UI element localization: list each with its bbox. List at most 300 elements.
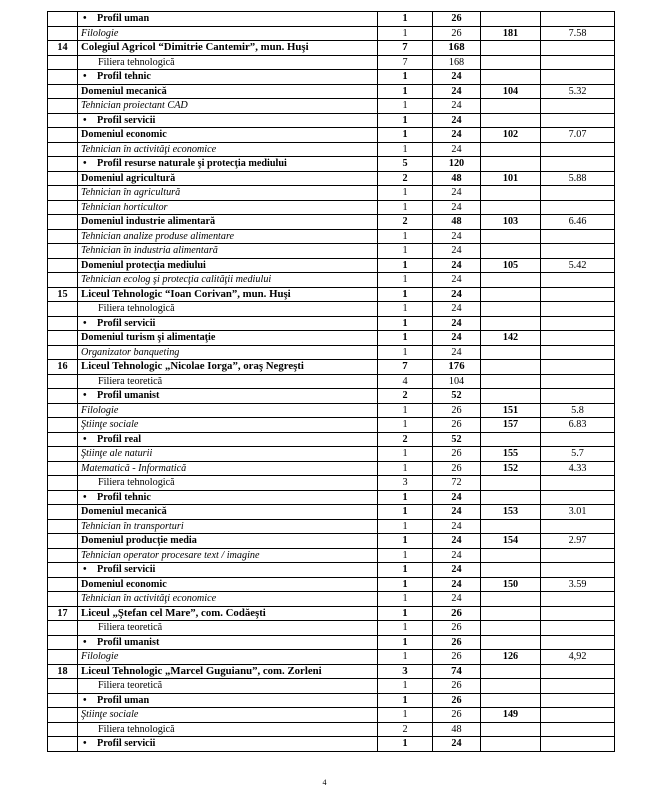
class-count-text: 3 xyxy=(402,477,408,488)
admission-grade xyxy=(541,505,615,520)
specialization-code xyxy=(481,345,541,360)
admission-grade xyxy=(541,26,615,41)
class-count-text: 1 xyxy=(402,332,408,343)
admission-grade xyxy=(541,621,615,636)
specialization-code xyxy=(481,186,541,201)
specialization-code-text: 102 xyxy=(502,129,519,140)
class-count-text: 1 xyxy=(402,622,408,633)
class-count xyxy=(378,41,433,56)
row-name-text: Tehnician în activităţi economice xyxy=(81,143,217,155)
row-number-text: 17 xyxy=(57,607,68,619)
class-count xyxy=(378,577,433,592)
class-count xyxy=(378,171,433,186)
student-count-text: 24 xyxy=(451,303,462,314)
row-number xyxy=(48,229,78,244)
student-count xyxy=(433,360,481,375)
row-number xyxy=(48,563,78,578)
bullet-icon: • xyxy=(83,694,87,706)
class-count-text: 1 xyxy=(402,287,408,300)
student-count xyxy=(433,519,481,534)
row-name-text: Profil tehnic xyxy=(97,491,151,503)
table-row xyxy=(48,490,615,505)
row-number xyxy=(48,215,78,230)
class-count xyxy=(378,316,433,331)
student-count xyxy=(433,679,481,694)
table-row xyxy=(48,302,615,317)
specialization-code-text: 105 xyxy=(502,259,519,271)
admission-grade xyxy=(541,519,615,534)
class-count-text: 1 xyxy=(402,85,408,97)
row-number xyxy=(48,534,78,549)
specialization-code-text: 150 xyxy=(502,578,519,590)
bullet-icon: • xyxy=(83,738,87,749)
row-name-text: Profil servicii xyxy=(97,564,156,575)
row-number xyxy=(48,403,78,418)
specialization-code-text: 154 xyxy=(502,535,519,546)
student-count xyxy=(433,664,481,679)
class-count-text: 1 xyxy=(402,13,408,24)
admission-grade xyxy=(541,737,615,752)
class-count-text: 1 xyxy=(402,694,408,706)
student-count-text: 52 xyxy=(451,433,462,445)
class-count xyxy=(378,331,433,346)
row-name xyxy=(78,244,378,259)
class-count xyxy=(378,563,433,578)
student-count xyxy=(433,447,481,462)
admission-grade xyxy=(541,360,615,375)
class-count-text: 7 xyxy=(402,56,408,68)
student-count-text: 24 xyxy=(451,129,462,140)
row-name-text: Filiera teoretică xyxy=(98,622,163,633)
student-count-text: 24 xyxy=(451,535,462,546)
admission-grade xyxy=(541,374,615,389)
student-count-text: 52 xyxy=(451,390,462,401)
row-name xyxy=(78,447,378,462)
admission-grade xyxy=(541,563,615,578)
student-count xyxy=(433,244,481,259)
class-count xyxy=(378,606,433,621)
student-count xyxy=(433,70,481,85)
student-count xyxy=(433,606,481,621)
table-row xyxy=(48,229,615,244)
row-name-text: Domeniul protecţia mediului xyxy=(81,259,206,271)
student-count-text: 26 xyxy=(451,636,462,648)
specialization-code xyxy=(481,447,541,462)
row-name xyxy=(78,490,378,505)
class-count-text: 1 xyxy=(402,71,408,82)
admission-grade xyxy=(541,142,615,157)
student-count-text: 74 xyxy=(451,664,462,677)
student-count xyxy=(433,84,481,99)
table-row xyxy=(48,316,615,331)
row-name-text: Filiera tehnologică xyxy=(98,56,175,68)
class-count-text: 1 xyxy=(402,303,408,314)
specialization-code xyxy=(481,331,541,346)
student-count xyxy=(433,635,481,650)
student-count-text: 26 xyxy=(451,622,462,633)
row-name xyxy=(78,389,378,404)
class-count-text: 4 xyxy=(402,375,408,387)
table-row xyxy=(48,84,615,99)
admission-grade-text: 6.83 xyxy=(568,419,587,430)
student-count xyxy=(433,693,481,708)
student-count xyxy=(433,577,481,592)
specialization-code xyxy=(481,650,541,665)
specialization-code-text: 142 xyxy=(502,332,519,343)
specialization-code xyxy=(481,70,541,85)
row-number-text: 16 xyxy=(57,361,68,372)
admission-grade xyxy=(541,186,615,201)
row-name xyxy=(78,171,378,186)
class-count-text: 1 xyxy=(402,578,408,590)
student-count-text: 26 xyxy=(451,419,462,430)
row-number xyxy=(48,171,78,186)
row-number xyxy=(48,693,78,708)
class-count xyxy=(378,403,433,418)
admission-grade-text: 5.42 xyxy=(568,259,587,271)
class-count-text: 2 xyxy=(402,216,408,227)
class-count xyxy=(378,722,433,737)
row-name-text: Filiera tehnologică xyxy=(98,477,175,488)
student-count-text: 26 xyxy=(451,694,462,706)
table-row xyxy=(48,287,615,302)
student-count-text: 24 xyxy=(451,520,462,532)
admission-grade xyxy=(541,534,615,549)
row-number xyxy=(48,70,78,85)
row-name-text: Liceul „Ştefan cel Mare”, com. Codăeşti xyxy=(81,606,266,619)
table-row xyxy=(48,258,615,273)
specialization-code xyxy=(481,128,541,143)
admission-grade xyxy=(541,273,615,288)
specialization-code xyxy=(481,287,541,302)
row-number xyxy=(48,157,78,172)
row-name xyxy=(78,273,378,288)
table-row xyxy=(48,55,615,70)
table-row xyxy=(48,693,615,708)
class-count-text: 3 xyxy=(402,664,408,677)
table-row xyxy=(48,200,615,215)
row-name-text: Tehnician analize produse alimentare xyxy=(81,230,235,242)
specialization-code xyxy=(481,722,541,737)
table-row xyxy=(48,345,615,360)
admission-grade xyxy=(541,693,615,708)
row-name xyxy=(78,26,378,41)
specialization-code xyxy=(481,229,541,244)
student-count-text: 24 xyxy=(451,549,462,561)
row-name xyxy=(78,302,378,317)
student-count-text: 26 xyxy=(451,709,462,720)
student-count xyxy=(433,331,481,346)
table-row xyxy=(48,432,615,447)
class-count-text: 1 xyxy=(402,462,408,474)
student-count xyxy=(433,505,481,520)
row-name xyxy=(78,534,378,549)
specialization-code xyxy=(481,563,541,578)
row-name xyxy=(78,722,378,737)
student-count-text: 24 xyxy=(451,201,462,213)
row-name xyxy=(78,664,378,679)
table-row xyxy=(48,679,615,694)
student-count-text: 26 xyxy=(451,462,462,474)
admission-grade xyxy=(541,418,615,433)
row-name xyxy=(78,128,378,143)
student-count-text: 24 xyxy=(451,114,462,126)
class-count xyxy=(378,70,433,85)
row-number xyxy=(48,606,78,621)
specialization-code xyxy=(481,418,541,433)
table-row xyxy=(48,592,615,607)
admission-grade xyxy=(541,12,615,27)
student-count-text: 176 xyxy=(448,360,465,372)
row-name-text: Tehnician proiectant CAD xyxy=(81,100,188,111)
row-name-text: Domeniul turism şi alimentaţie xyxy=(81,332,216,343)
bullet-icon: • xyxy=(83,433,87,445)
admission-grade xyxy=(541,70,615,85)
specialization-code xyxy=(481,244,541,259)
student-count-text: 24 xyxy=(451,506,462,517)
row-name xyxy=(78,142,378,157)
row-number xyxy=(48,142,78,157)
student-count-text: 24 xyxy=(451,593,462,604)
table-row xyxy=(48,621,615,636)
admission-grade xyxy=(541,113,615,128)
admission-grade xyxy=(541,244,615,259)
class-count-text: 2 xyxy=(402,390,408,401)
student-count xyxy=(433,273,481,288)
class-count-text: 1 xyxy=(402,709,408,720)
student-count xyxy=(433,737,481,752)
specialization-code xyxy=(481,432,541,447)
student-count xyxy=(433,200,481,215)
table-row xyxy=(48,186,615,201)
admission-grade-text: 7.58 xyxy=(568,27,587,39)
class-count xyxy=(378,679,433,694)
bullet-icon: • xyxy=(83,71,87,82)
row-number xyxy=(48,99,78,114)
row-number xyxy=(48,418,78,433)
specialization-code xyxy=(481,519,541,534)
admission-grade xyxy=(541,55,615,70)
admission-grade xyxy=(541,548,615,563)
specialization-code-text: 104 xyxy=(502,85,519,97)
table-row xyxy=(48,476,615,491)
row-number xyxy=(48,287,78,302)
class-count-text: 7 xyxy=(402,41,408,53)
student-count xyxy=(433,55,481,70)
table-row xyxy=(48,70,615,85)
student-count-text: 26 xyxy=(451,606,462,619)
admission-grade xyxy=(541,41,615,56)
specialization-code xyxy=(481,693,541,708)
specialization-code xyxy=(481,374,541,389)
class-count xyxy=(378,519,433,534)
row-name-text: Tehnician în transporturi xyxy=(81,520,184,532)
row-name-text: Filologie xyxy=(81,404,119,416)
row-number xyxy=(48,41,78,56)
specialization-code-text: 101 xyxy=(502,172,519,184)
table-row xyxy=(48,41,615,56)
admission-grade xyxy=(541,664,615,679)
student-count-text: 24 xyxy=(451,71,462,82)
table-row xyxy=(48,722,615,737)
table-row xyxy=(48,128,615,143)
row-number xyxy=(48,635,78,650)
student-count xyxy=(433,490,481,505)
admission-grade-text: 6.46 xyxy=(568,216,587,227)
row-name xyxy=(78,360,378,375)
class-count xyxy=(378,258,433,273)
table-row xyxy=(48,519,615,534)
class-count xyxy=(378,592,433,607)
student-count xyxy=(433,650,481,665)
class-count-text: 2 xyxy=(402,723,408,735)
class-count xyxy=(378,432,433,447)
row-name xyxy=(78,592,378,607)
table-row xyxy=(48,577,615,592)
class-count-text: 1 xyxy=(402,259,408,271)
row-name xyxy=(78,737,378,752)
class-count-text: 1 xyxy=(402,593,408,604)
class-count xyxy=(378,186,433,201)
class-count-text: 1 xyxy=(402,143,408,155)
row-number xyxy=(48,664,78,679)
row-number xyxy=(48,737,78,752)
table-row xyxy=(48,635,615,650)
specialization-code xyxy=(481,26,541,41)
student-count xyxy=(433,258,481,273)
class-count xyxy=(378,708,433,723)
table-row xyxy=(48,606,615,621)
admission-grade xyxy=(541,447,615,462)
specialization-code xyxy=(481,41,541,56)
specialization-code xyxy=(481,679,541,694)
specialization-code-text: 152 xyxy=(502,462,519,474)
class-count xyxy=(378,142,433,157)
student-count xyxy=(433,548,481,563)
class-count-text: 1 xyxy=(402,448,408,459)
class-count xyxy=(378,490,433,505)
row-number xyxy=(48,316,78,331)
row-number xyxy=(48,186,78,201)
student-count-text: 48 xyxy=(451,216,462,227)
row-name xyxy=(78,229,378,244)
specialization-code xyxy=(481,389,541,404)
admission-grade xyxy=(541,432,615,447)
student-count xyxy=(433,99,481,114)
class-count xyxy=(378,55,433,70)
row-number xyxy=(48,447,78,462)
student-count-text: 26 xyxy=(451,680,462,691)
row-name xyxy=(78,577,378,592)
row-number-text: 18 xyxy=(57,665,68,677)
row-name-text: Domeniul industrie alimentară xyxy=(81,216,216,227)
row-number xyxy=(48,389,78,404)
student-count-text: 24 xyxy=(451,187,462,198)
row-name xyxy=(78,461,378,476)
student-count-text: 24 xyxy=(451,143,462,155)
table-row xyxy=(48,142,615,157)
table-row xyxy=(48,708,615,723)
admission-grade-text: 5.8 xyxy=(571,404,584,416)
student-count-text: 24 xyxy=(451,230,462,242)
class-count xyxy=(378,113,433,128)
row-name-text: Tehnician horticultor xyxy=(81,201,168,213)
bullet-icon: • xyxy=(83,564,87,575)
row-name xyxy=(78,157,378,172)
admission-grade-text: 5.7 xyxy=(571,448,584,459)
table-row xyxy=(48,215,615,230)
table-row xyxy=(48,157,615,172)
row-name-text: Domeniul economic xyxy=(81,129,167,140)
class-count-text: 1 xyxy=(402,404,408,416)
table-row xyxy=(48,244,615,259)
table-row xyxy=(48,403,615,418)
row-name-text: Profil umanist xyxy=(97,636,160,648)
row-name xyxy=(78,287,378,302)
admission-grade xyxy=(541,490,615,505)
row-number xyxy=(48,360,78,375)
row-name xyxy=(78,374,378,389)
student-count-text: 24 xyxy=(451,245,462,256)
row-name-text: Tehnician operator procesare text / imagine xyxy=(81,549,260,561)
student-count xyxy=(433,374,481,389)
table-row xyxy=(48,418,615,433)
row-number xyxy=(48,331,78,346)
row-name xyxy=(78,708,378,723)
class-count-text: 1 xyxy=(402,738,408,749)
admission-grade xyxy=(541,650,615,665)
row-name-text: Profil uman xyxy=(97,13,150,24)
class-count xyxy=(378,621,433,636)
specialization-code xyxy=(481,84,541,99)
specialization-code xyxy=(481,302,541,317)
admission-grade-text: 7.07 xyxy=(568,129,587,140)
row-name xyxy=(78,505,378,520)
specialization-code xyxy=(481,505,541,520)
row-name xyxy=(78,55,378,70)
row-number xyxy=(48,244,78,259)
row-name xyxy=(78,650,378,665)
admission-grade xyxy=(541,258,615,273)
student-count-text: 24 xyxy=(451,346,462,358)
class-count xyxy=(378,287,433,302)
specialization-code xyxy=(481,635,541,650)
admission-grade xyxy=(541,157,615,172)
student-count xyxy=(433,534,481,549)
row-number-text: 14 xyxy=(57,42,68,53)
row-number xyxy=(48,577,78,592)
row-name-text: Filologie xyxy=(81,651,119,662)
row-number-text: 15 xyxy=(57,288,68,300)
student-count xyxy=(433,41,481,56)
student-count xyxy=(433,476,481,491)
student-count-text: 104 xyxy=(448,375,465,387)
table-row xyxy=(48,534,615,549)
class-count xyxy=(378,229,433,244)
row-name-text: Filologie xyxy=(81,27,119,39)
class-count-text: 1 xyxy=(402,129,408,140)
admission-grade xyxy=(541,635,615,650)
row-name xyxy=(78,186,378,201)
table-row xyxy=(48,664,615,679)
class-count-text: 1 xyxy=(402,535,408,546)
specialization-code xyxy=(481,606,541,621)
admission-grade xyxy=(541,302,615,317)
table-row xyxy=(48,273,615,288)
row-number xyxy=(48,476,78,491)
admission-grade-text: 5.88 xyxy=(568,172,587,184)
class-count-text: 1 xyxy=(402,274,408,285)
